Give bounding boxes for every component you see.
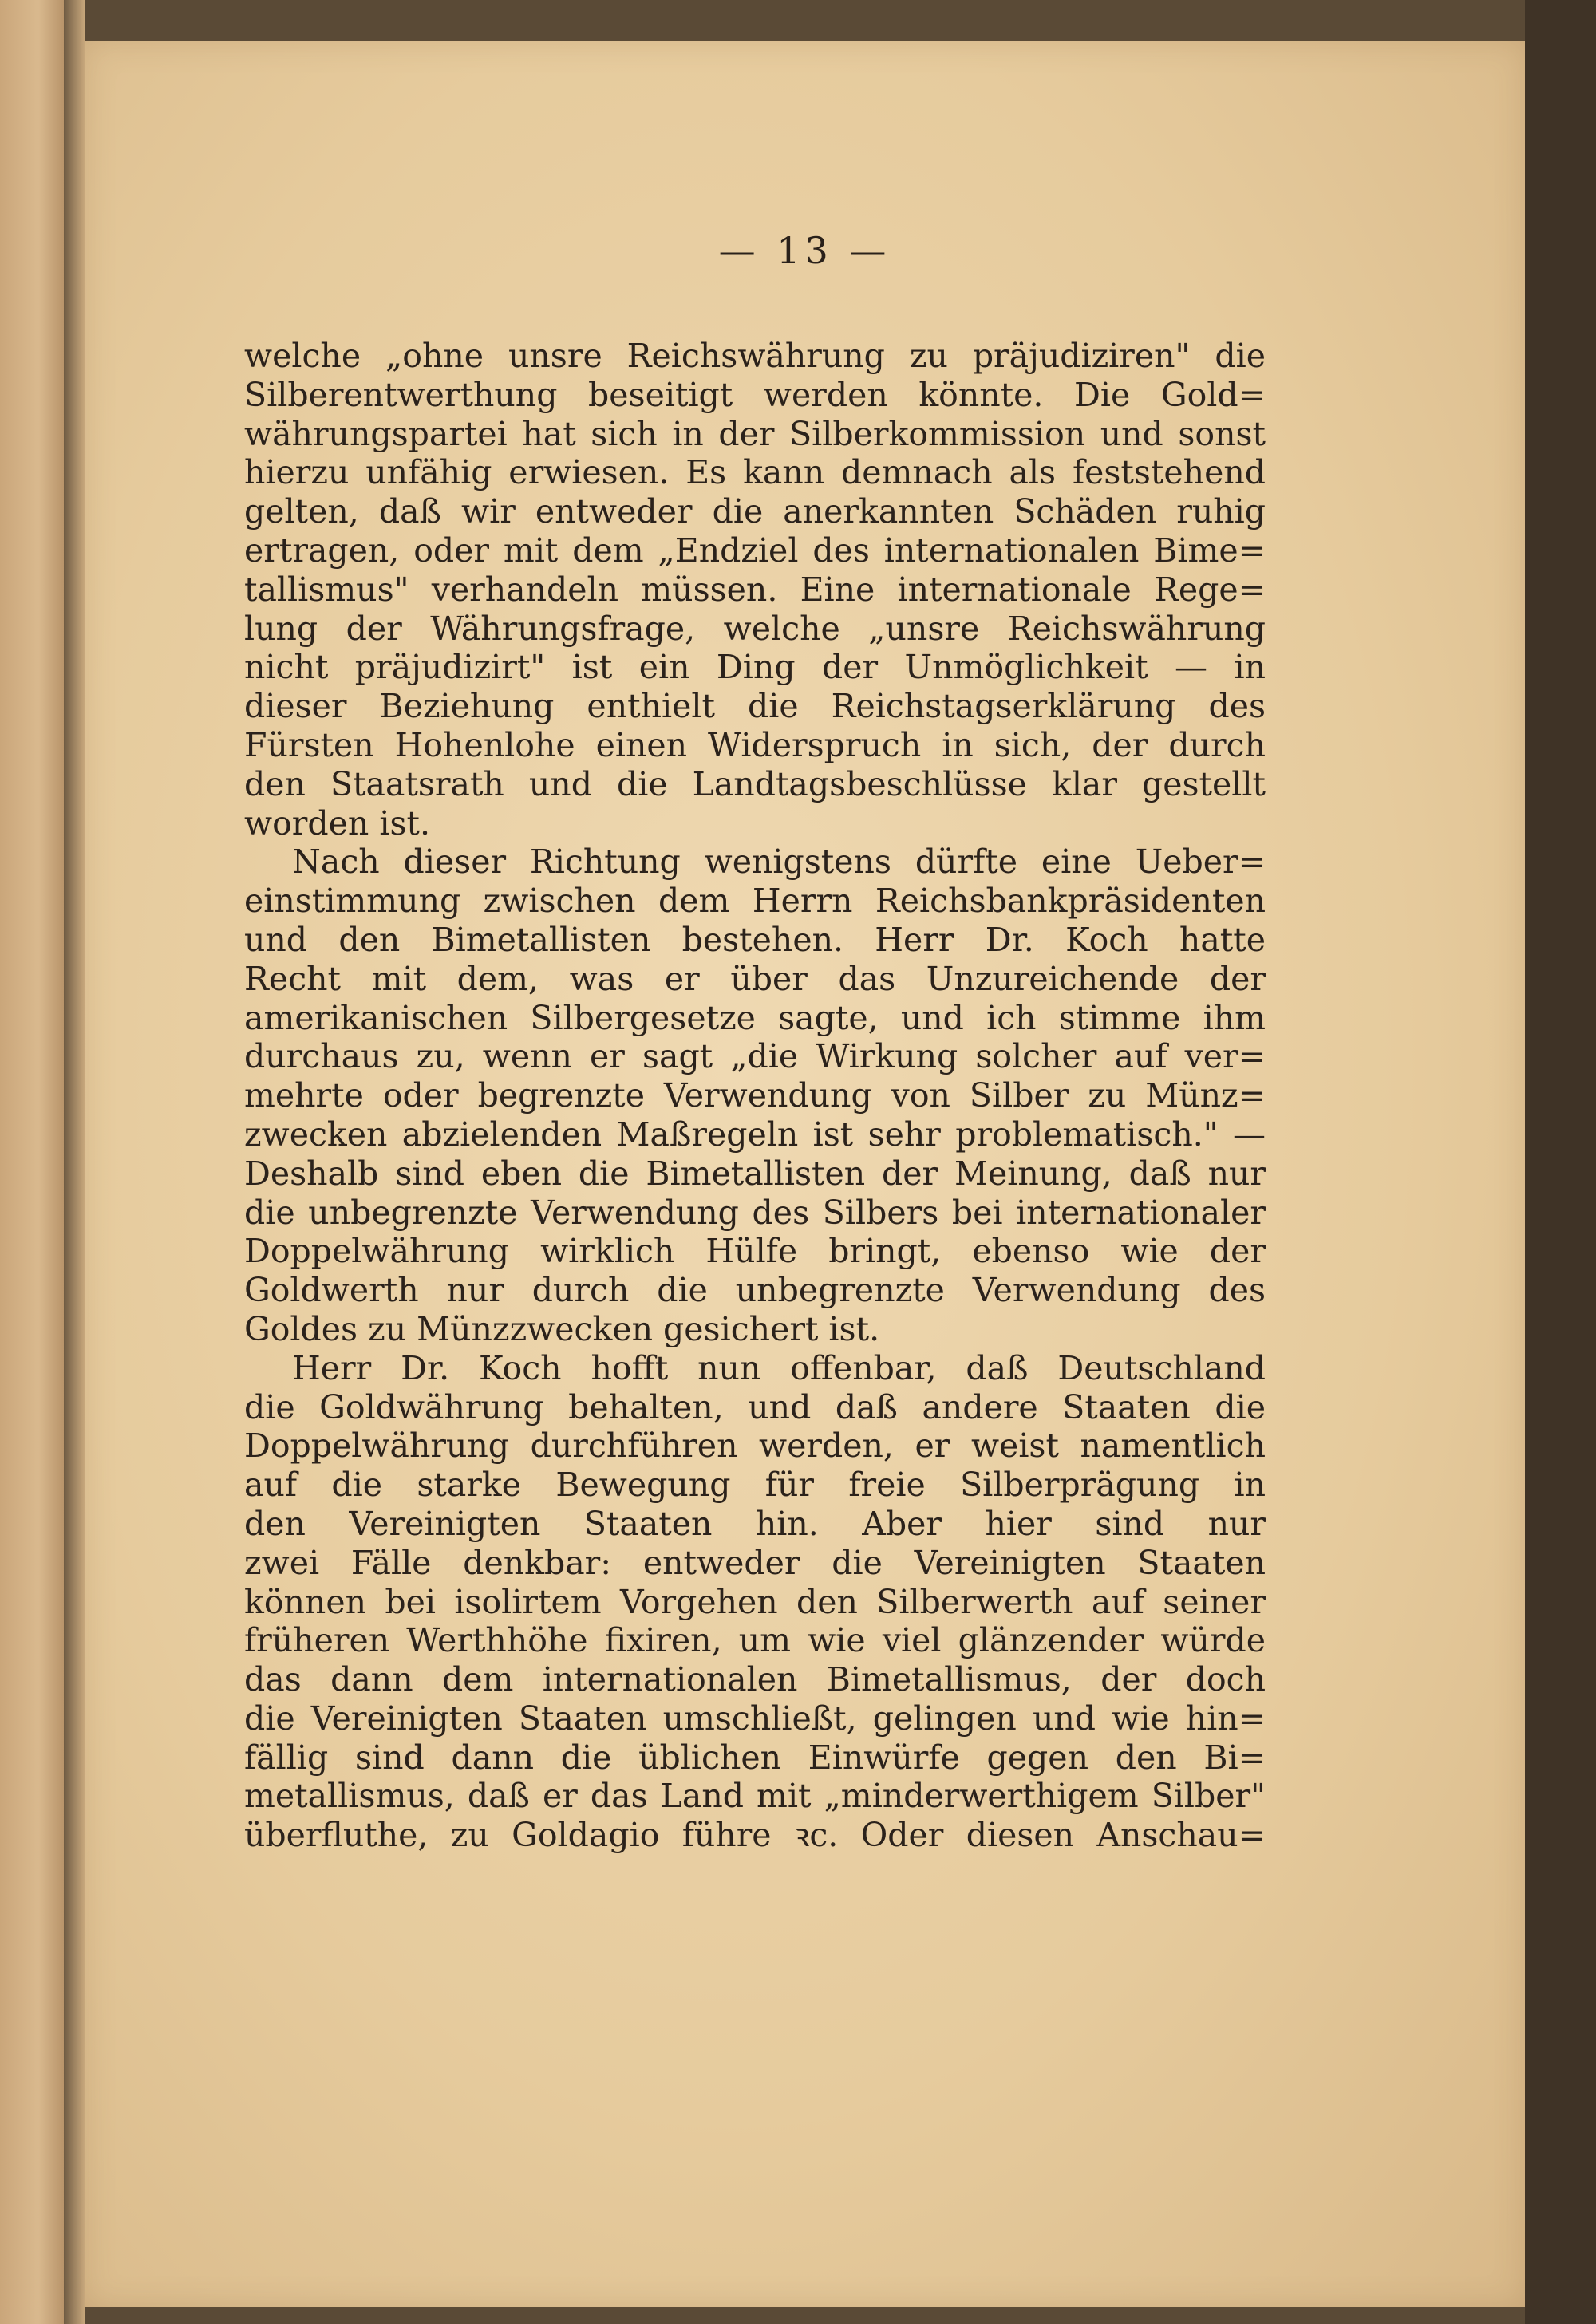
text-line: metallismus, daß er das Land mit „minderwerthigem Silber"	[244, 1777, 1266, 1816]
text-line: Doppelwährung durchführen werden, er weist namentlich	[244, 1426, 1266, 1466]
text-line: Doppelwährung wirklich Hülfe bringt, ebenso wie der	[244, 1232, 1266, 1271]
text-line: können bei isolirtem Vorgehen den Silberwerth auf seiner	[244, 1582, 1266, 1621]
text-line: zwei Fälle denkbar: entweder die Vereinigten Staaten	[244, 1543, 1266, 1582]
text-line: den Vereinigten Staaten hin. Aber hier sind nur	[244, 1504, 1266, 1543]
text-line: hierzu unfähig erwiesen. Es kann demnach als feststehend	[244, 453, 1266, 492]
text-line: einstimmung zwischen dem Herrn Reichsbankpräsidenten	[244, 882, 1266, 921]
text-line: amerikanischen Silbergesetze sagte, und ich stimme ihm	[244, 998, 1266, 1037]
text-line: das dann dem internationalen Bimetallismus, der doch	[244, 1660, 1266, 1699]
text-line: fällig sind dann die üblichen Einwürfe gegen den Bi=	[244, 1738, 1266, 1777]
text-line: worden ist.	[244, 803, 430, 842]
text-line: zwecken abzielenden Maßregeln ist sehr problematisch." —	[244, 1115, 1266, 1154]
text-line: Goldes zu Münzzwecken gesichert ist.	[244, 1309, 880, 1348]
text-line: dieser Beziehung enthielt die Reichstagserklärung des	[244, 687, 1266, 726]
text-line: früheren Werthhöhe fixiren, um wie viel glänzender würde	[244, 1621, 1266, 1660]
text-line: Fürsten Hohenlohe einen Widerspruch in sich, der durch	[244, 725, 1266, 764]
text-line: die Vereinigten Staaten umschließt, gelingen und wie hin=	[244, 1699, 1266, 1738]
text-line: gelten, daß wir entweder die anerkannten Schäden ruhig	[244, 492, 1266, 531]
text-line: Recht mit dem, was er über das Unzureichende der	[244, 959, 1266, 998]
text-line: durchaus zu, wenn er sagt „die Wirkung solcher auf ver=	[244, 1037, 1266, 1076]
body-text	[244, 337, 1266, 1855]
text-line: mehrte oder begrenzte Verwendung von Silber zu Münz=	[244, 1076, 1266, 1115]
book-page	[85, 41, 1525, 2307]
text-line: Nach dieser Richtung wenigstens dürfte eine Ueber=	[292, 842, 1266, 882]
text-line: Herr Dr. Koch hofft nun offenbar, daß Deutschland	[292, 1348, 1266, 1387]
text-line: nicht präjudizirt" ist ein Ding der Unmöglichkeit — in	[244, 648, 1266, 687]
text-line: währungspartei hat sich in der Silberkommission und sonst	[244, 414, 1266, 453]
book-gutter	[64, 0, 85, 2324]
text-line: auf die starke Bewegung für freie Silberprägung in	[244, 1466, 1266, 1505]
text-line: und den Bimetallisten bestehen. Herr Dr. Koch hatte	[244, 920, 1266, 959]
text-line: Deshalb sind eben die Bimetallisten der Meinung, daß nur	[244, 1154, 1266, 1193]
page-number: — 13 —	[718, 229, 891, 272]
text-line: die Goldwährung behalten, und daß andere Staaten die	[244, 1387, 1266, 1426]
text-line: tallismus" verhandeln müssen. Eine internationale Rege=	[244, 570, 1266, 609]
scan-background	[1525, 0, 1596, 2324]
text-line: die unbegrenzte Verwendung des Silbers bei internationaler	[244, 1193, 1266, 1232]
text-line: lung der Währungsfrage, welche „unsre Reichswährung	[244, 609, 1266, 648]
text-line: Silberentwerthung beseitigt werden könnte. Die Gold=	[244, 375, 1266, 414]
left-page-edge	[0, 0, 64, 2324]
text-line: welche „ohne unsre Reichswährung zu präjudiziren" die	[244, 337, 1266, 375]
text-line: Goldwerth nur durch die unbegrenzte Verwendung des	[244, 1271, 1266, 1310]
text-line: ertragen, oder mit dem „Endziel des internationalen Bime=	[244, 531, 1266, 570]
text-line: den Staatsrath und die Landtagsbeschlüsse klar gestellt	[244, 764, 1266, 803]
text-line: überfluthe, zu Goldagio führe ꝛc. Oder diesen Anschau=	[244, 1816, 1266, 1855]
